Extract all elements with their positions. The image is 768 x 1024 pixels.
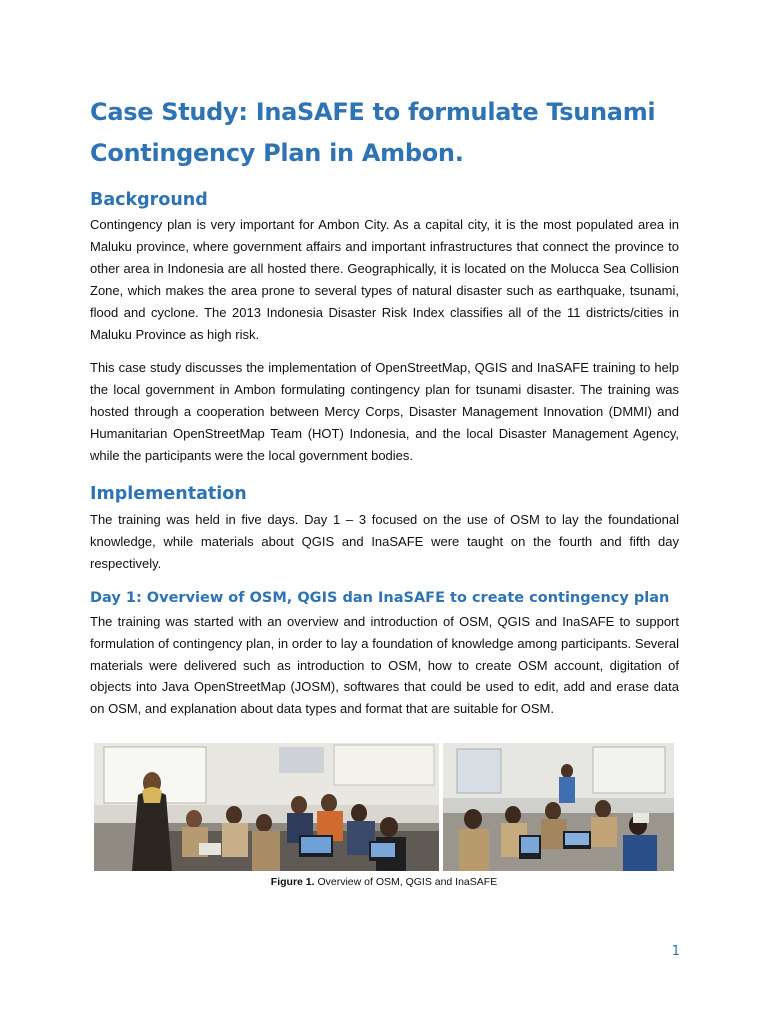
day1-paragraph-1: The training was started with an overview and introduction of OSM, QGIS and InaSAFE to support formulation of contingency plan, in order to lay a foundation of knowledge among participants. Several materials were delivered such as introduction to OSM, how to create OSM account, digitation of objects into Java OpenStreetMap (JOSM), softwares that could be used to edit, add and erase data on OSM, and explanation about data types and format that are suitable for OSM. (90, 613, 679, 717)
figure-caption-text: Overview of OSM, QGIS and InaSAFE (314, 876, 498, 888)
background-paragraph-2: This case study discusses the implementation of OpenStreetMap, QGIS and InaSAFE training to help the local government in Ambon formulating contingency plan for tsunami disaster. The training was hosted through a cooperation between Mercy Corps, Disaster Management Innovation (DMMI) and Humanitarian OpenStreetMap Team (HOT) Indonesia, and the local Disaster Management Agency, while the participants were the local government bodies. (90, 360, 679, 464)
background-heading: Background (90, 190, 208, 210)
classroom-photo-image (94, 743, 439, 871)
training-photo-left (94, 743, 439, 871)
page-number: 1 (671, 944, 680, 959)
day1-heading: Day 1: Overview of OSM, QGIS dan InaSAFE to create contingency plan (90, 589, 670, 606)
training-photo-right (443, 743, 674, 871)
computer-lab-photo-image (443, 743, 674, 871)
document-page (90, 92, 679, 720)
background-paragraph-1: Contingency plan is very important for Ambon City. As a capital city, it is the most populated area in Maluku province, where government affairs and important infrastructures that connect the province to other area in Indonesia are all hosted there. Geographically, it is located on the Molucca Sea Collision Zone, which makes the area prone to several types of natural disaster such as earthquake, tsunami, flood and cyclone. The 2013 Indonesia Disaster Risk Index classifies all of the 11 districts/cities in Maluku Province as high risk. (90, 217, 679, 342)
figure-label: Figure 1. (270, 876, 315, 888)
figure-caption (0, 876, 768, 888)
page-title: Case Study: InaSAFE to formulate Tsunami Contingency Plan in Ambon. (90, 98, 656, 167)
implementation-paragraph-1: The training was held in five days. Day 1 – 3 focused on the use of OSM to lay the foundational knowledge, while materials about QGIS and InaSAFE were taught on the fourth and fifth day respectively. (90, 511, 679, 571)
figure-1 (94, 743, 674, 871)
implementation-heading: Implementation (90, 483, 247, 504)
